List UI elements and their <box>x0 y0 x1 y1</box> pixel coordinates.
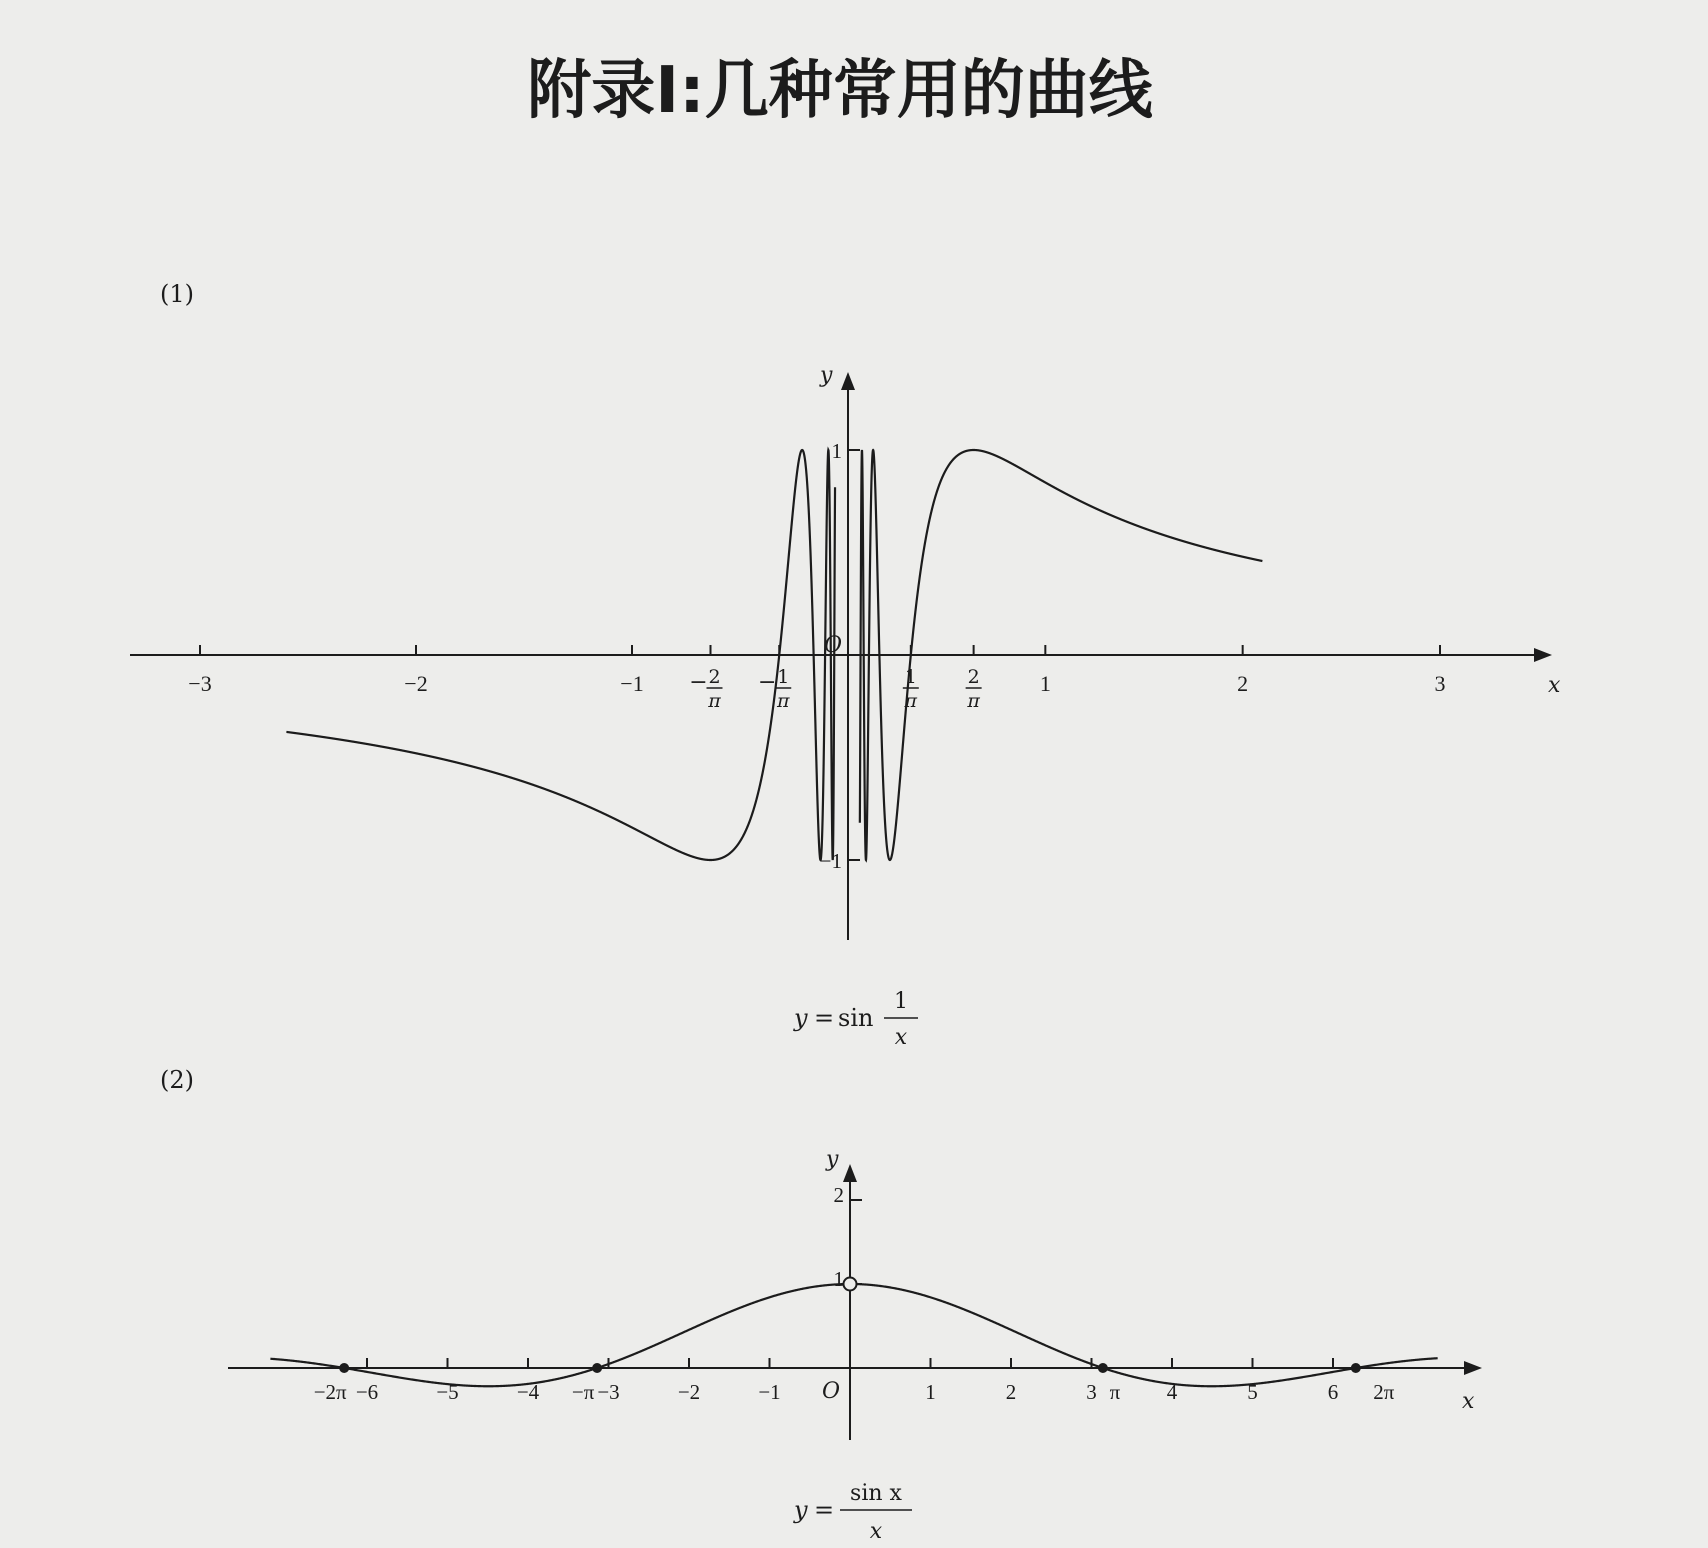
y-tick-label: −1 <box>819 849 842 873</box>
x-pi-label: −π <box>571 1380 595 1404</box>
x-tick-numerator: 2 <box>967 666 980 688</box>
x-tick-numerator: 1 <box>777 666 790 688</box>
y-axis-arrow <box>843 1164 857 1182</box>
x-tick-label: −4 <box>516 1380 540 1404</box>
x-tick-label: −2 <box>677 1380 701 1404</box>
x-axis-label: x <box>1462 1389 1475 1414</box>
x-tick-sign: − <box>689 670 708 695</box>
x-tick-label: −1 <box>758 1380 781 1404</box>
origin-label: O <box>822 1379 841 1404</box>
x-tick-label: −3 <box>597 1380 620 1404</box>
x-tick-denominator: π <box>776 690 790 712</box>
x-tick-label: 3 <box>1086 1380 1097 1404</box>
x-tick-denominator: π <box>708 690 721 712</box>
page-title: 附录Ⅰ:几种常用的曲线 <box>527 54 1153 128</box>
x-pi-label: 2π <box>1373 1380 1395 1404</box>
y-tick-label: 1 <box>833 1267 844 1291</box>
x-tick-numerator: 2 <box>708 666 721 688</box>
x-tick-label: 2 <box>1237 671 1249 696</box>
figure-1-label: (1) <box>160 280 194 308</box>
x-pi-label: π <box>1109 1380 1121 1404</box>
zero-point <box>592 1363 602 1373</box>
x-tick-sign: − <box>758 670 777 695</box>
x-pi-label: −2π <box>313 1380 347 1404</box>
x-tick-label: −3 <box>188 671 212 696</box>
x-tick-label: −2 <box>404 671 428 696</box>
figure-2-label: (2) <box>160 1066 194 1094</box>
x-tick-label: 2 <box>1005 1380 1017 1404</box>
figure-1-caption: y = sin <box>794 1004 874 1032</box>
x-tick-label: 3 <box>1434 671 1446 696</box>
y-tick-label: 1 <box>831 439 842 463</box>
figure-2-caption-denominator: x <box>869 1519 883 1544</box>
zero-point <box>1098 1363 1108 1373</box>
x-tick-label: 1 <box>925 1380 936 1404</box>
x-tick-denominator: π <box>967 690 980 712</box>
x-axis-arrow <box>1464 1361 1482 1375</box>
figure-2-caption-numerator: sin x <box>850 1481 902 1506</box>
zero-point <box>1351 1363 1361 1373</box>
y-axis-label: y <box>820 363 833 388</box>
x-tick-label: 1 <box>1039 671 1051 696</box>
x-tick-label: −1 <box>620 671 644 696</box>
hole-point <box>844 1278 857 1291</box>
x-tick-label: 5 <box>1247 1380 1258 1404</box>
x-axis-arrow <box>1534 648 1552 662</box>
x-tick-label: 6 <box>1327 1380 1339 1404</box>
y-axis-arrow <box>841 372 855 390</box>
y-axis-label: y <box>826 1147 839 1172</box>
figure-1-caption-denominator: x <box>894 1025 908 1050</box>
x-tick-label: 4 <box>1166 1380 1178 1404</box>
figure-1-caption-numerator: 1 <box>894 989 908 1014</box>
x-tick-label: −6 <box>355 1380 379 1404</box>
y-tick-label: 2 <box>833 1183 844 1207</box>
figure-2 <box>228 1147 1482 1440</box>
x-tick-label: −5 <box>436 1380 459 1404</box>
curve-sinc <box>270 1284 1437 1386</box>
origin-label: O <box>824 633 843 658</box>
x-tick-numerator: 1 <box>904 666 917 688</box>
figure-2-caption: y = <box>794 1496 835 1524</box>
x-tick-denominator: π <box>904 690 918 712</box>
zero-point <box>339 1363 349 1373</box>
x-axis-label: x <box>1548 673 1561 698</box>
figure-1 <box>130 363 1561 940</box>
